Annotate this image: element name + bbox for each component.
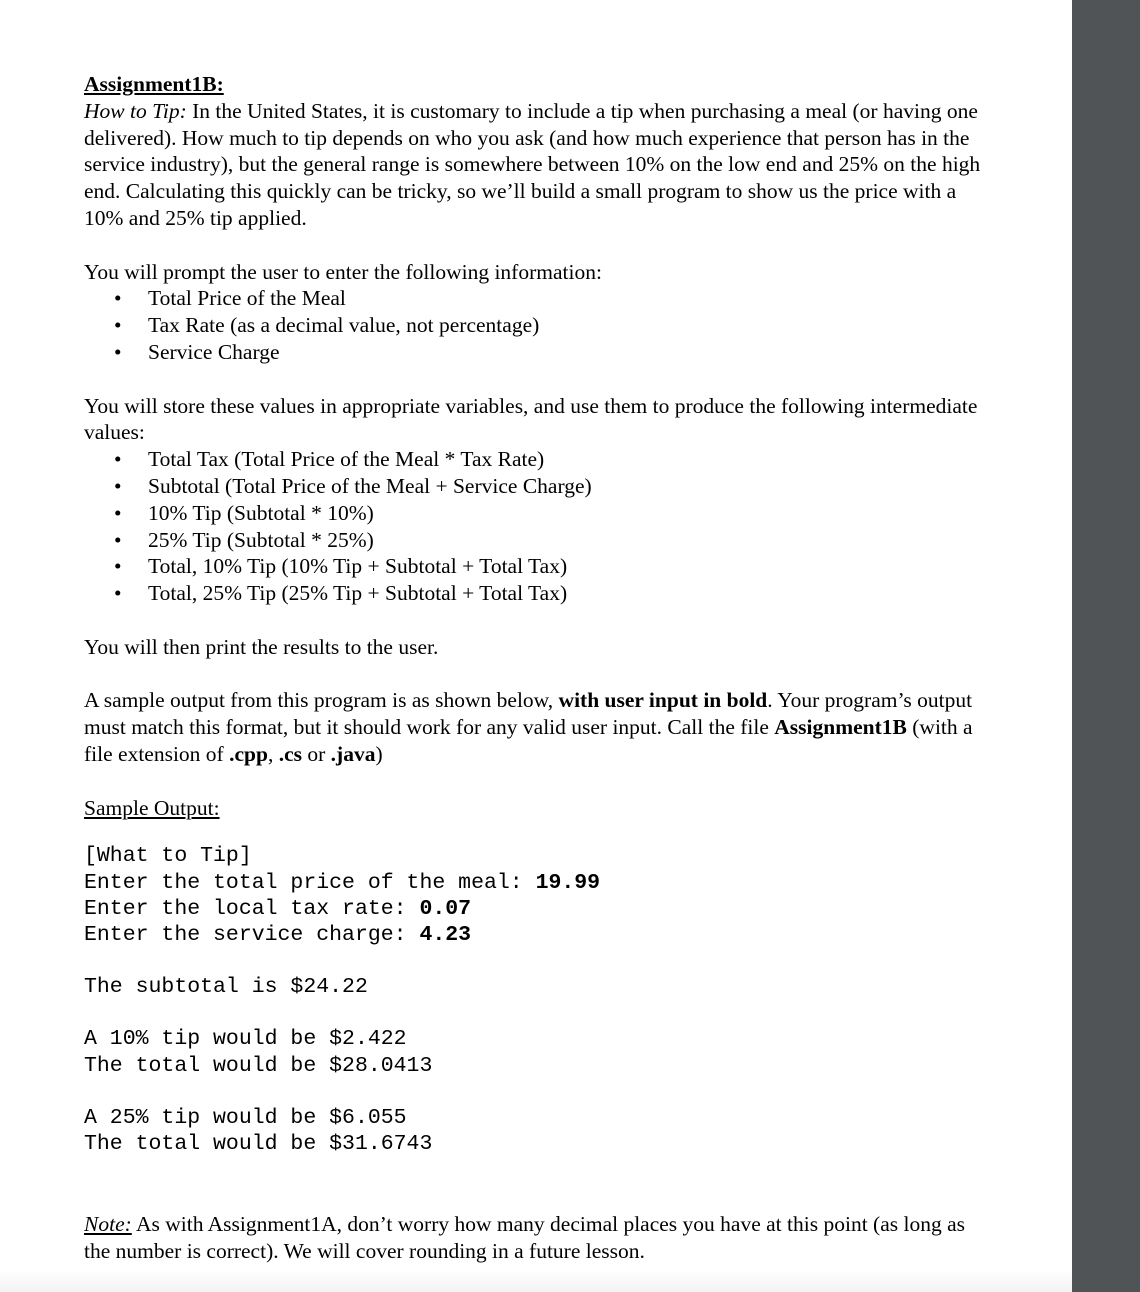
code-line: The subtotal is $24.22 (84, 975, 368, 1000)
note-label: Note: (84, 1212, 132, 1237)
intro-lead: How to Tip: (84, 98, 187, 123)
scrollbar[interactable] (1072, 0, 1140, 1292)
list-item: • Total Tax (Total Price of the Meal * Tax Rate) (84, 446, 984, 473)
store-intro: You will store these values in appropriate variables, and use them to produce the following intermediate values: (84, 393, 978, 445)
list-item: • Subtotal (Total Price of the Meal + Service Charge) (84, 473, 984, 500)
list-item: • Total Price of the Meal (84, 285, 984, 312)
code-line: [What to Tip] (84, 844, 252, 869)
code-line: Enter the total price of the meal: 19.99 (84, 870, 601, 895)
code-line: Enter the local tax rate: 0.07 (84, 896, 472, 921)
assignment-heading: Assignment1B: (84, 72, 224, 96)
intro-paragraph (84, 98, 984, 232)
note-text: As with Assignment1A, don’t worry how many decimal places you have at this point (as long as the number is correct). We will cover rounding in a future lesson. (84, 1212, 965, 1263)
code-line: The total would be $28.0413 (84, 1053, 433, 1078)
prompt-intro: You will prompt the user to enter the following information: (84, 259, 602, 284)
code-line: The total would be $31.6743 (84, 1131, 433, 1156)
sample-output-block (84, 843, 984, 1157)
note-paragraph (84, 1211, 984, 1265)
list-item: • Tax Rate (as a decimal value, not percentage) (84, 312, 984, 339)
list-item: • Total, 10% Tip (10% Tip + Subtotal + Total Tax) (84, 553, 984, 580)
sample-output-label: Sample Output: (84, 795, 220, 820)
list-item: • Total, 25% Tip (25% Tip + Subtotal + Total Tax) (84, 580, 984, 607)
list-item: • Service Charge (84, 339, 984, 366)
list-item: • 10% Tip (Subtotal * 10%) (84, 500, 984, 527)
print-text: You will then print the results to the user. (84, 634, 439, 659)
code-line: A 10% tip would be $2.422 (84, 1027, 407, 1052)
document-page (84, 71, 984, 1265)
code-line: Enter the service charge: 4.23 (84, 922, 472, 947)
prompt-list (84, 285, 984, 365)
sample-paragraph: A sample output from this program is as shown below, with user input in bold. Your program’s output must match this format, but it should work for any valid user input. Call the file Assignment1B (with a file extension of .cpp, .cs or .java) (84, 688, 973, 766)
intro-text: In the United States, it is customary to include a tip when purchasing a meal (or having one delivered). How much to tip depends on who you ask (and how much experience that person has in the service industry), but the general range is somewhere between 10% on the low end and 25% on the high end. Calculating this quickly can be tricky, so we’ll build a small program to show us the price with a 10% and 25% tip applied. (84, 98, 981, 230)
list-item: • 25% Tip (Subtotal * 25%) (84, 527, 984, 554)
store-list (84, 446, 984, 607)
page-bottom-edge (0, 1270, 1072, 1292)
code-line: A 25% tip would be $6.055 (84, 1105, 407, 1130)
